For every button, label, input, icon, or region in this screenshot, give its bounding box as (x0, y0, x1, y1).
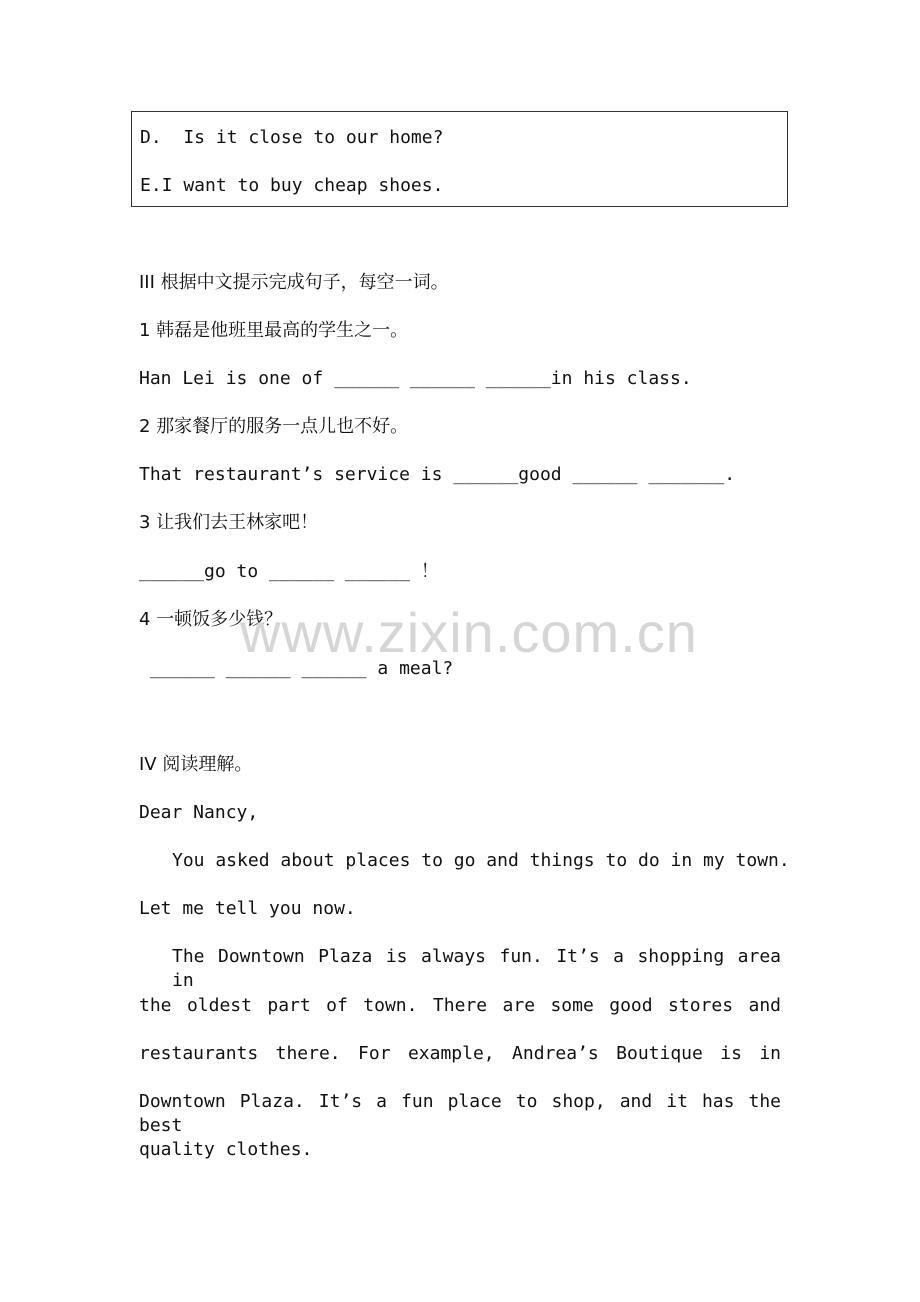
paragraph2-line4: Downtown Plaza. It’s a fun place to shop, and it has the best (139, 1091, 781, 1136)
section4-heading: IV 阅读理解。 (139, 754, 253, 775)
paragraph1-line2: Let me tell you now. (139, 898, 356, 919)
option-d: D. Is it close to our home? (140, 127, 444, 148)
letter-greeting: Dear Nancy, (139, 802, 259, 823)
paragraph2-line1: The Downtown Plaza is always fun. It’s a shopping area in (172, 946, 781, 991)
item2-english: That restaurant’s service is ______good ______ _______. (139, 464, 736, 485)
item1-english: Han Lei is one of ______ ______ ______in his class. (139, 368, 692, 389)
item3-english: ______go to ______ ______ ！ (139, 561, 439, 582)
item4-chinese: 4 一顿饭多少钱？ (139, 609, 283, 630)
item4-english: ______ ______ ______ a meal? (139, 658, 454, 679)
paragraph2-line5: quality clothes. (139, 1139, 313, 1160)
paragraph1-line1: You asked about places to go and things to do in my town. (172, 850, 790, 871)
section3-heading: III 根据中文提示完成句子，每空一词。 (139, 272, 449, 293)
item2-chinese: 2 那家餐厅的服务一点儿也不好。 (139, 416, 409, 437)
paragraph2-line2: the oldest part of town. There are some good stores and (139, 995, 781, 1016)
options-box (131, 111, 788, 207)
item1-chinese: 1 韩磊是他班里最高的学生之一。 (139, 320, 409, 341)
watermark: www.zixin.com.cn (240, 601, 698, 664)
item3-chinese: 3 让我们去王林家吧！ (139, 512, 319, 533)
paragraph2-line3: restaurants there. For example, Andrea’s Boutique is in (139, 1043, 781, 1064)
option-e: E.I want to buy cheap shoes. (140, 175, 444, 196)
